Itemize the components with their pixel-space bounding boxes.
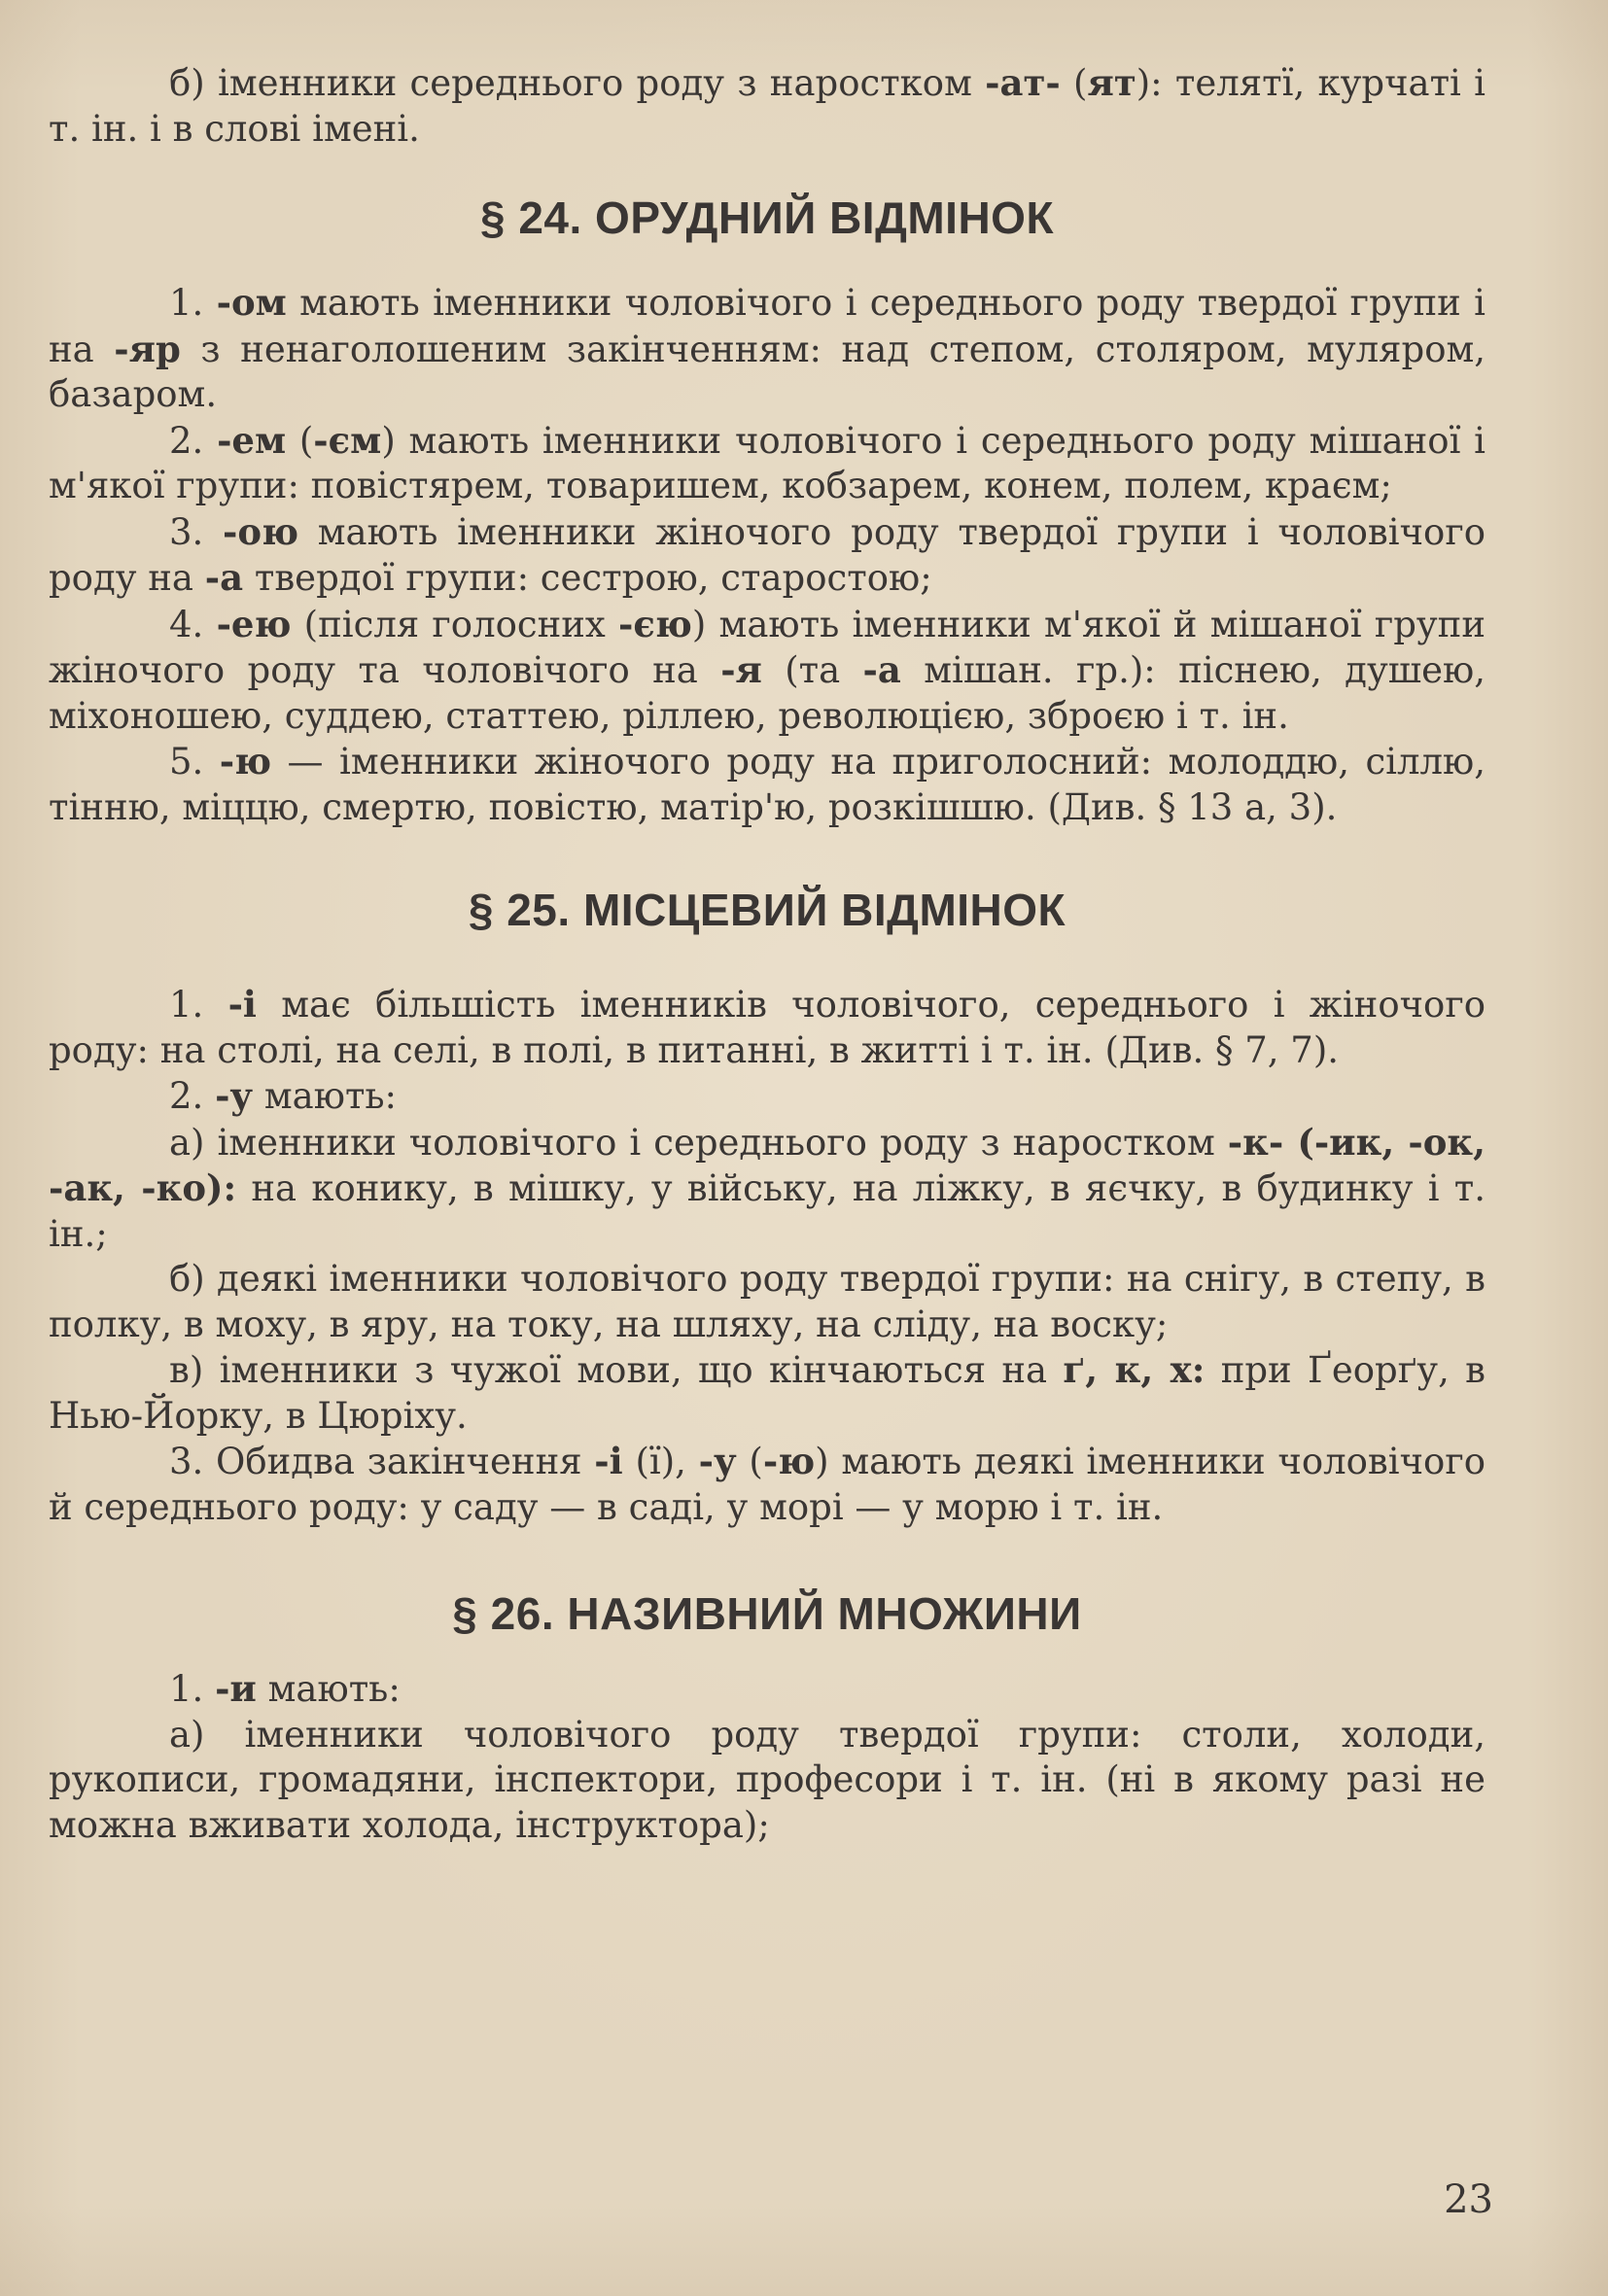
section-26-subitem-a: а) іменники чоловічого роду твердої групи: столи, холоди, рукописи, громадяни, інспектори, професори і т. ін. (ні в якому разі не можна вживати холода, інструктора); (49, 1713, 1486, 1846)
section-25-item-3: 3. Обидва закінчення -і (ї), -у (-ю) мають деякі іменники чоловічого й середнього роду: у саду — в саді, у морі — у морю і т. ін. (49, 1440, 1486, 1528)
section-25-subitem-c: в) іменники з чужої мови, що кінчаються на ґ, к, х: при Ґеорґу, в Нью-Йорку, в Цюріху. (49, 1348, 1486, 1437)
section-24-item-4: 4. -ею (після голосних -єю) мають іменники м'якої й мішаної групи жіночого роду та чоловічого на -я (та -а мішан. гр.): піснею, душею, міхоношею, суддею, статтею, ріллею, революцією, зброєю і т. ін. (49, 602, 1486, 737)
section-25-heading: § 25. МІСЦЕВИЙ ВІДМІНОК (468, 885, 1066, 935)
section-24-item-1: 1. -ом мають іменники чоловічого і середнього роду твердої групи і на -яр з ненаголошеним закінченням: над степом, столяром, муляром, базаром. (49, 281, 1486, 415)
section-25-item-1: 1. -і має більшість іменників чоловічого, середнього і жіночого роду: на столі, на селі, в полі, в питанні, в житті і т. ін. (Див. § 7, 7). (49, 983, 1486, 1071)
page-number: 23 (1444, 2177, 1493, 2222)
section-24-item-3: 3. -ою мають іменники жіночого роду твердої групи і чоловічого роду на -а твердої групи: сестрою, старостою; (49, 509, 1486, 599)
section-24-item-5: 5. -ю — іменники жіночого роду на приголосний: молоддю, сіллю, тінню, міццю, смертю, повістю, матір'ю, розкішшю. (Див. § 13 а, 3). (49, 740, 1486, 828)
section-25-subitem-a: а) іменники чоловічого і середнього роду з наростком -к- (-ик, -ок, -ак, -ко): на конику, в мішку, у війську, на ліжку, в яєчку, в будинку і т. ін.; (49, 1120, 1486, 1255)
section-26-heading: § 26. НАЗИВНИЙ МНОЖИНИ (452, 1588, 1082, 1639)
section-25-item-2: 2. -у мають: (169, 1074, 398, 1117)
section-24-item-2: 2. -ем (-єм) мають іменники чоловічого і середнього роду мішаної і м'якої групи: повістярем, товаришем, кобзарем, конем, полем, краєм; (49, 418, 1486, 506)
continuation-paragraph: б) іменники середнього роду з наростком -ат- (ят): телятї, курчаті і т. ін. і в слові імені. (49, 61, 1486, 150)
section-24-heading: § 24. ОРУДНИЙ ВІДМІНОК (479, 192, 1055, 243)
page-body (49, 60, 1486, 1848)
section-26-item-1: 1. -и мають: (169, 1667, 401, 1710)
section-25-subitem-b: б) деякі іменники чоловічого роду твердої групи: на снігу, в степу, в полку, в моху, в яру, на току, на шляху, на сліду, на воску; (49, 1258, 1486, 1345)
